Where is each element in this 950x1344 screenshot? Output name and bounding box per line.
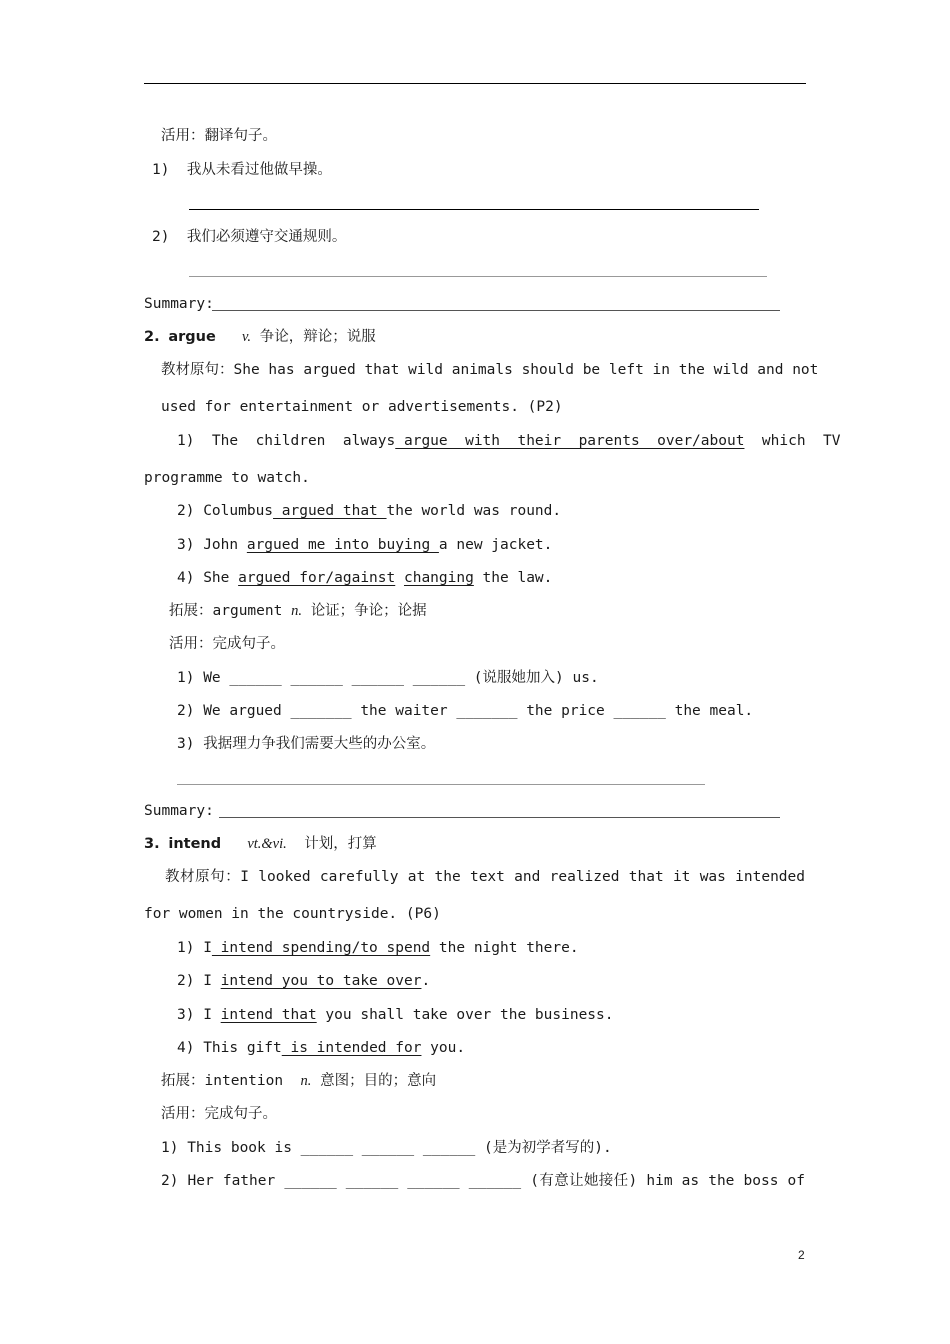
example-text: 2) I <box>177 973 221 989</box>
example-text: you shall take over the business. <box>316 1007 614 1023</box>
example-text: you. <box>421 1040 466 1056</box>
example-underlined: intend spending/to spend <box>211 940 431 956</box>
extension-intention <box>161 1071 436 1091</box>
summary-line-2[interactable] <box>219 817 780 818</box>
practice-question-1: 1) 我从未看过他做早操。 <box>152 162 332 178</box>
header-rule <box>144 83 806 84</box>
entry-number: 2. <box>144 329 160 345</box>
example-2 <box>177 501 561 521</box>
example-text: the night there. <box>430 940 579 956</box>
entry-word: intend <box>168 836 222 852</box>
example-underlined: is intended for <box>281 1040 422 1056</box>
example-underlined: intend you to take over <box>220 973 422 989</box>
practice-heading-3: 活用：完成句子。 <box>161 1106 277 1122</box>
entry-meaning: 计划，打算 <box>304 836 377 852</box>
example-text: 3) I <box>177 1007 221 1023</box>
entry-heading-argue <box>144 327 376 347</box>
example-3 <box>177 535 552 555</box>
practice-item-3: 3) 我据理力争我们需要大些的办公室。 <box>177 736 436 752</box>
answer-line-2[interactable] <box>189 276 767 277</box>
example-text: . <box>421 973 431 989</box>
practice-question-2: 2) 我们必须遵守交通规则。 <box>152 229 347 245</box>
practice-item-1[interactable]: 1) We ______ ______ ______ ______ (说服她加入) us. <box>177 670 599 686</box>
answer-line-1[interactable] <box>189 209 759 210</box>
example-text: the world was round. <box>386 503 562 519</box>
entry-heading-intend <box>144 834 377 854</box>
textbook-sentence-line-1: 教材原句：She has argued that wild animals should be left in the wild and not <box>161 362 819 378</box>
example-text: the law. <box>473 570 553 586</box>
example-underlined: argued me into buying <box>246 537 439 553</box>
extension-meaning: 意图；目的；意向 <box>320 1073 437 1089</box>
entry-pos: v. <box>242 329 252 345</box>
example-text: 1) I <box>177 940 212 956</box>
example-1 <box>177 938 579 958</box>
example-underlined: argued for/against <box>238 570 396 586</box>
textbook-sentence-line-2: for women in the countryside. (P6) <box>144 906 441 922</box>
textbook-sentence-line-2: used for entertainment or advertisements. (P2) <box>161 399 563 415</box>
summary-label-2: Summary: <box>144 803 214 819</box>
practice-heading: 活用：翻译句子。 <box>161 128 277 144</box>
entry-meaning: 争论，辩论；说服 <box>259 329 376 345</box>
extension-word: 拓展：intention <box>161 1073 284 1089</box>
textbook-sentence-line-1: 教材原句：I looked carefully at the text and realized that it was intended <box>165 869 805 885</box>
extension-meaning: 论证；争论；论据 <box>310 603 427 619</box>
example-text: 1) The children always <box>177 433 396 449</box>
example-text: which TV <box>744 433 841 449</box>
extension-argument <box>169 601 427 621</box>
answer-line-3[interactable] <box>177 784 705 785</box>
entry-pos: vt.&vi. <box>247 836 287 852</box>
example-underlined: changing <box>403 570 474 586</box>
entry-word: argue <box>168 329 216 345</box>
example-2 <box>177 971 430 991</box>
example-text <box>395 570 404 586</box>
practice-item-1[interactable]: 1) This book is ______ ______ ______ (是为初学者写的). <box>161 1140 612 1156</box>
example-text: 4) She <box>177 570 239 586</box>
summary-label: Summary: <box>144 296 214 312</box>
example-3 <box>177 1005 614 1025</box>
page-number: 2 <box>798 1248 805 1262</box>
example-text: 4) This gift <box>177 1040 282 1056</box>
example-4 <box>177 1038 465 1058</box>
extension-pos: n. <box>291 603 302 619</box>
example-1 <box>177 431 840 451</box>
example-text: 3) John <box>177 537 247 553</box>
summary-line[interactable] <box>212 310 780 311</box>
example-1-cont: programme to watch. <box>144 470 310 486</box>
example-text: 2) Columbus <box>177 503 274 519</box>
example-underlined: argue with their parents over/about <box>395 433 745 449</box>
extension-word: 拓展：argument <box>169 603 283 619</box>
example-text: a new jacket. <box>438 537 553 553</box>
example-underlined: argued that <box>273 503 387 519</box>
practice-heading-2: 活用：完成句子。 <box>169 636 285 652</box>
example-4 <box>177 568 552 588</box>
entry-number: 3. <box>144 836 160 852</box>
practice-item-2[interactable]: 2) We argued _______ the waiter _______ the price ______ the meal. <box>177 703 754 719</box>
practice-item-2[interactable]: 2) Her father ______ ______ ______ ______ (有意让她接任) him as the boss of <box>161 1173 805 1189</box>
example-underlined: intend that <box>220 1007 317 1023</box>
extension-pos: n. <box>300 1073 312 1089</box>
